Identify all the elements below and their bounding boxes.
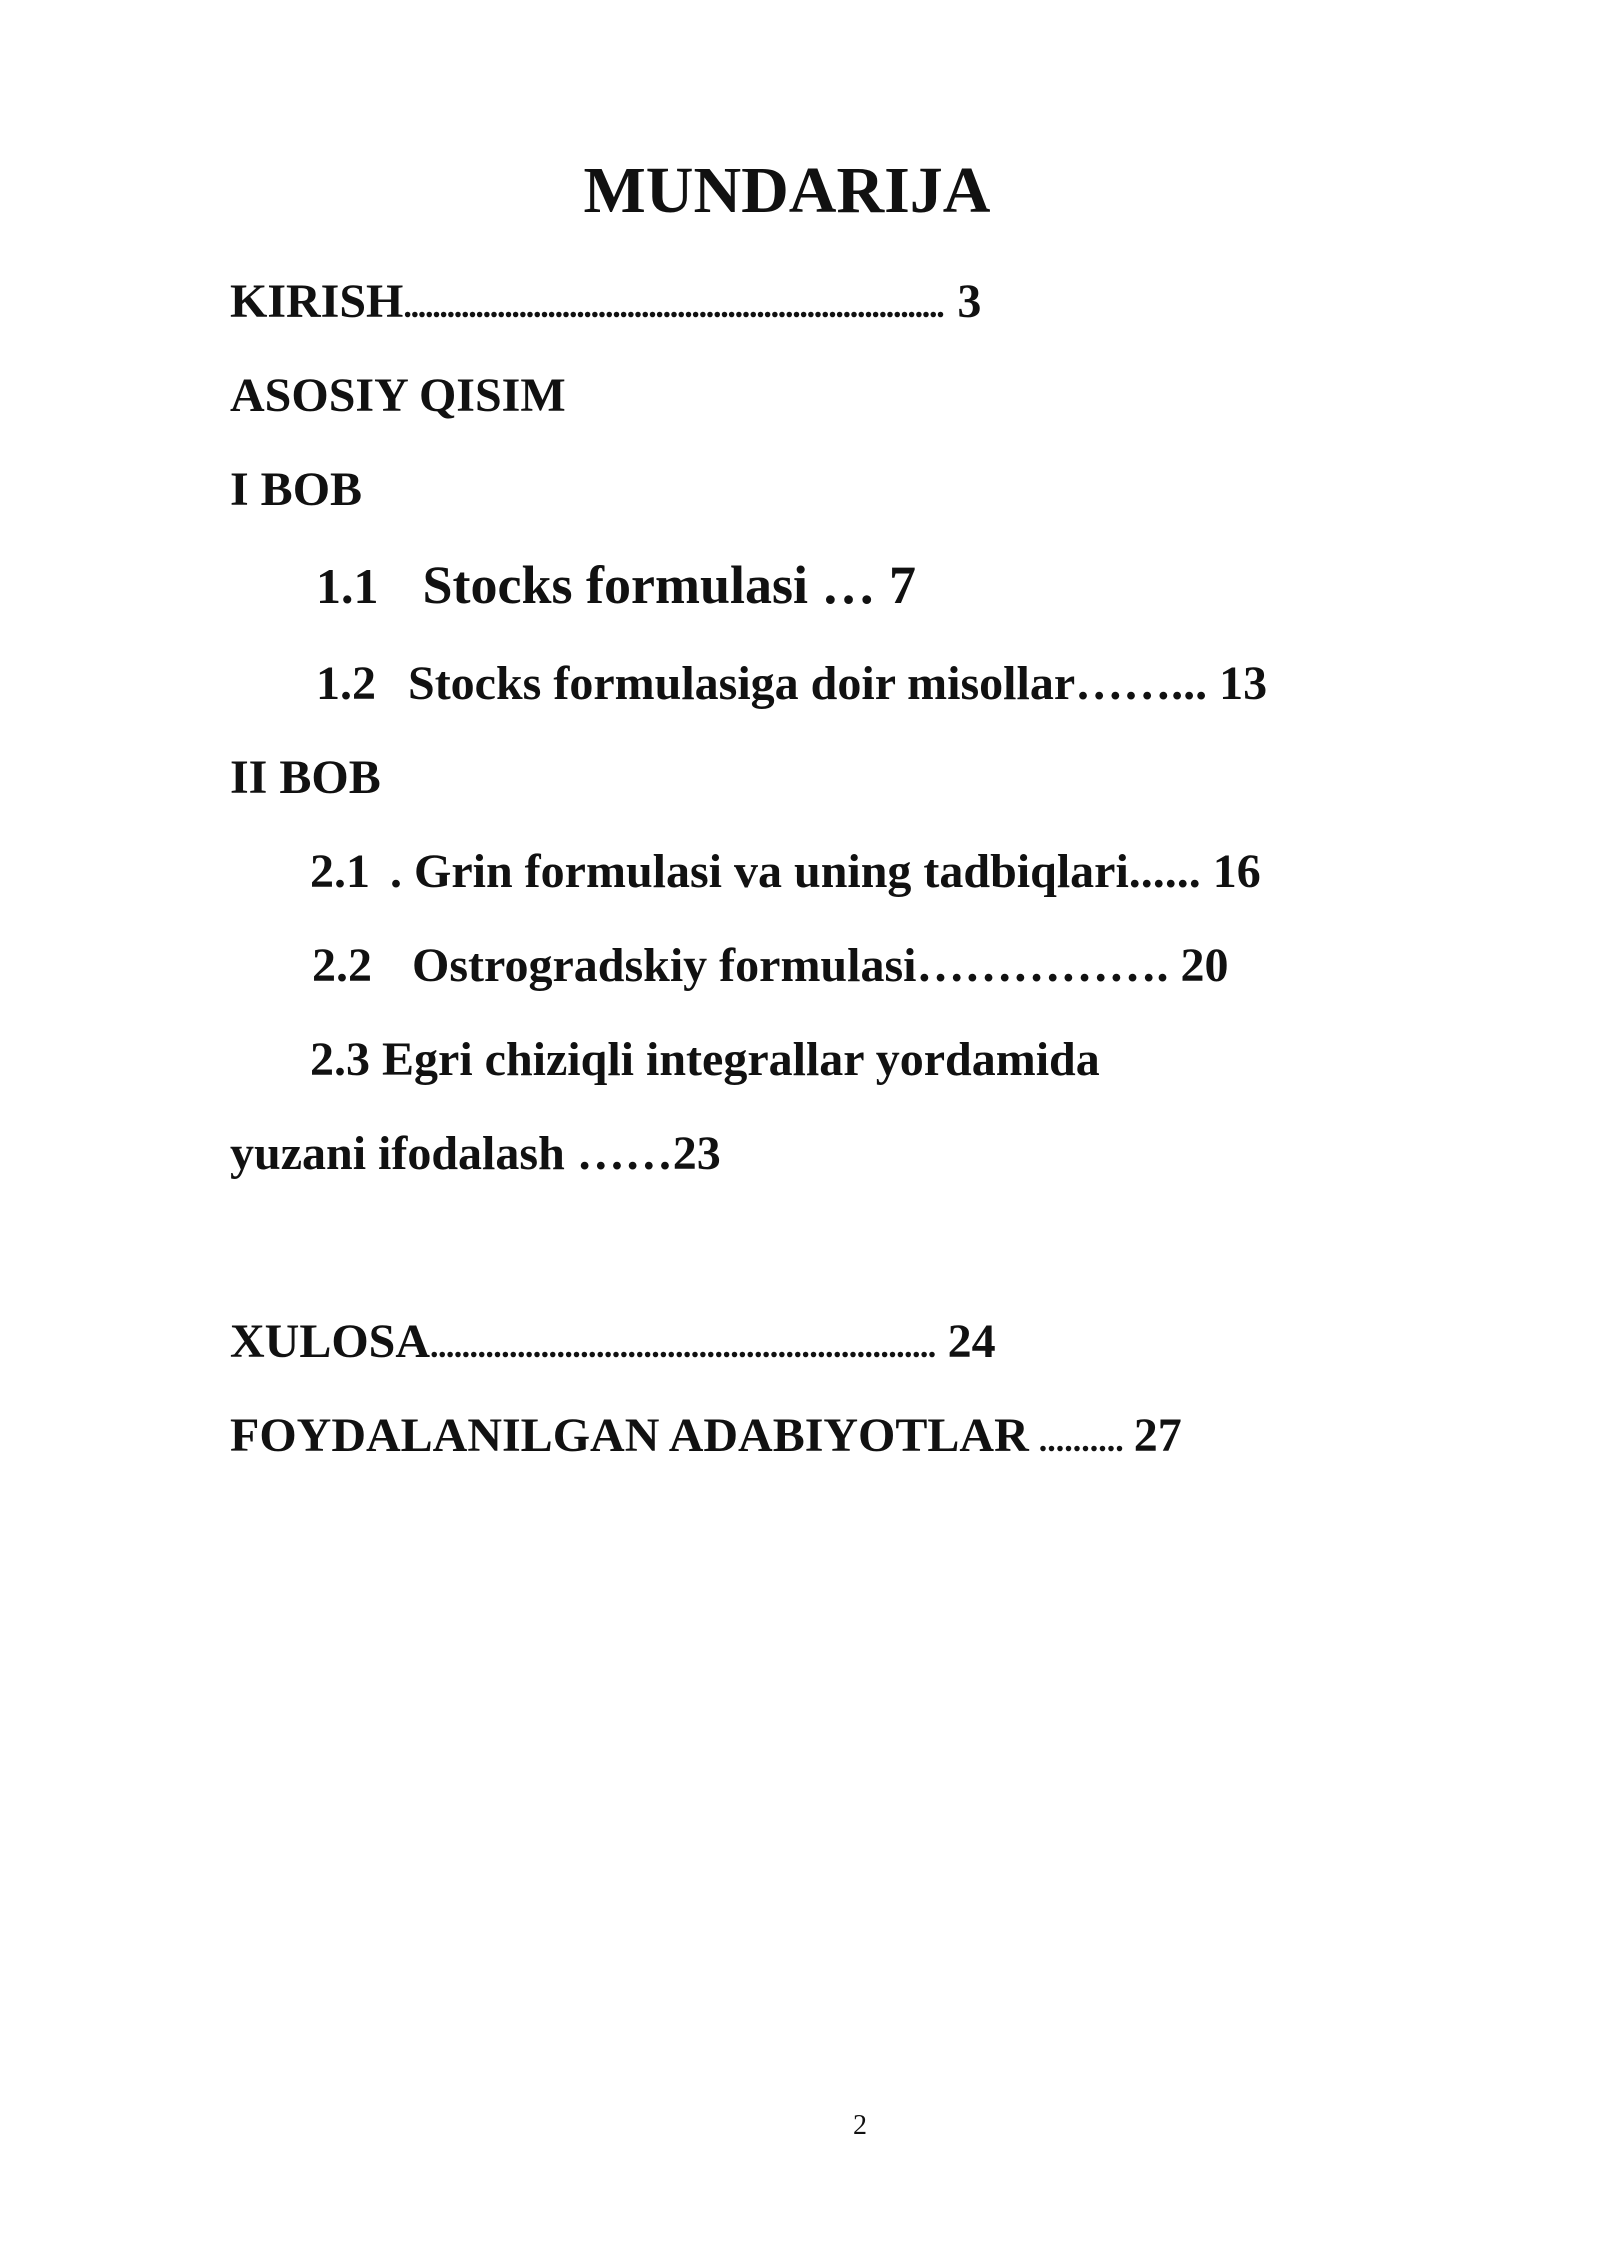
toc-section-text: Stocks formulasiga doir misollar……... 13 [408, 657, 1268, 710]
toc-section-text: Ostrogradskiy formulasi……………. 20 [412, 939, 1229, 992]
toc-section-text: Stocks formulasi … 7 [422, 555, 917, 615]
page-number: 2 [853, 2110, 867, 2141]
toc-label: FOYDALANILGAN ADABIYOTLAR [230, 1409, 1029, 1462]
toc-leader: ................................................................ [430, 1328, 936, 1365]
toc-entry-adabiyotlar [230, 1409, 1182, 1462]
toc-page-number: 27 [1133, 1409, 1182, 1462]
toc-page-number: 3 [957, 275, 982, 328]
toc-page-number: 24 [947, 1315, 996, 1368]
toc-entry-2-3-continuation: yuzani ifodalash ……23 [230, 1127, 721, 1180]
toc-section-number: 2.1 [310, 845, 370, 898]
toc-heading-bob-2: II BOB [230, 751, 381, 804]
toc-section-text: . Grin formulasi va uning tadbiqlari...... 16 [390, 845, 1261, 898]
page-title: MUNDARIJA [583, 154, 991, 227]
toc-heading-asosiy-qisim: ASOSIY QISIM [230, 369, 566, 422]
toc-entry-2-1 [310, 845, 1261, 898]
toc-label: XULOSA [230, 1315, 431, 1368]
toc-entry-xulosa [230, 1315, 996, 1368]
toc-entry-2-3 [310, 1033, 1100, 1086]
toc-heading-bob-1: I BOB [230, 463, 363, 516]
toc-entry-kirish [230, 275, 982, 328]
toc-entry-1-1 [316, 555, 917, 615]
toc-section-number: 1.1 [316, 558, 379, 614]
toc-entry-1-2 [316, 657, 1268, 710]
toc-section-text: Egri chiziqli integrallar yordamida [382, 1033, 1100, 1086]
toc-section-number: 1.2 [316, 657, 376, 710]
toc-entry-2-2 [312, 939, 1229, 992]
toc-section-number: 2.2 [312, 939, 372, 992]
toc-section-number: 2.3 [310, 1033, 370, 1086]
toc-label: KIRISH [230, 275, 404, 328]
toc-leader: ........................................................................... [403, 288, 944, 325]
toc-leader: .......... [1038, 1422, 1124, 1459]
